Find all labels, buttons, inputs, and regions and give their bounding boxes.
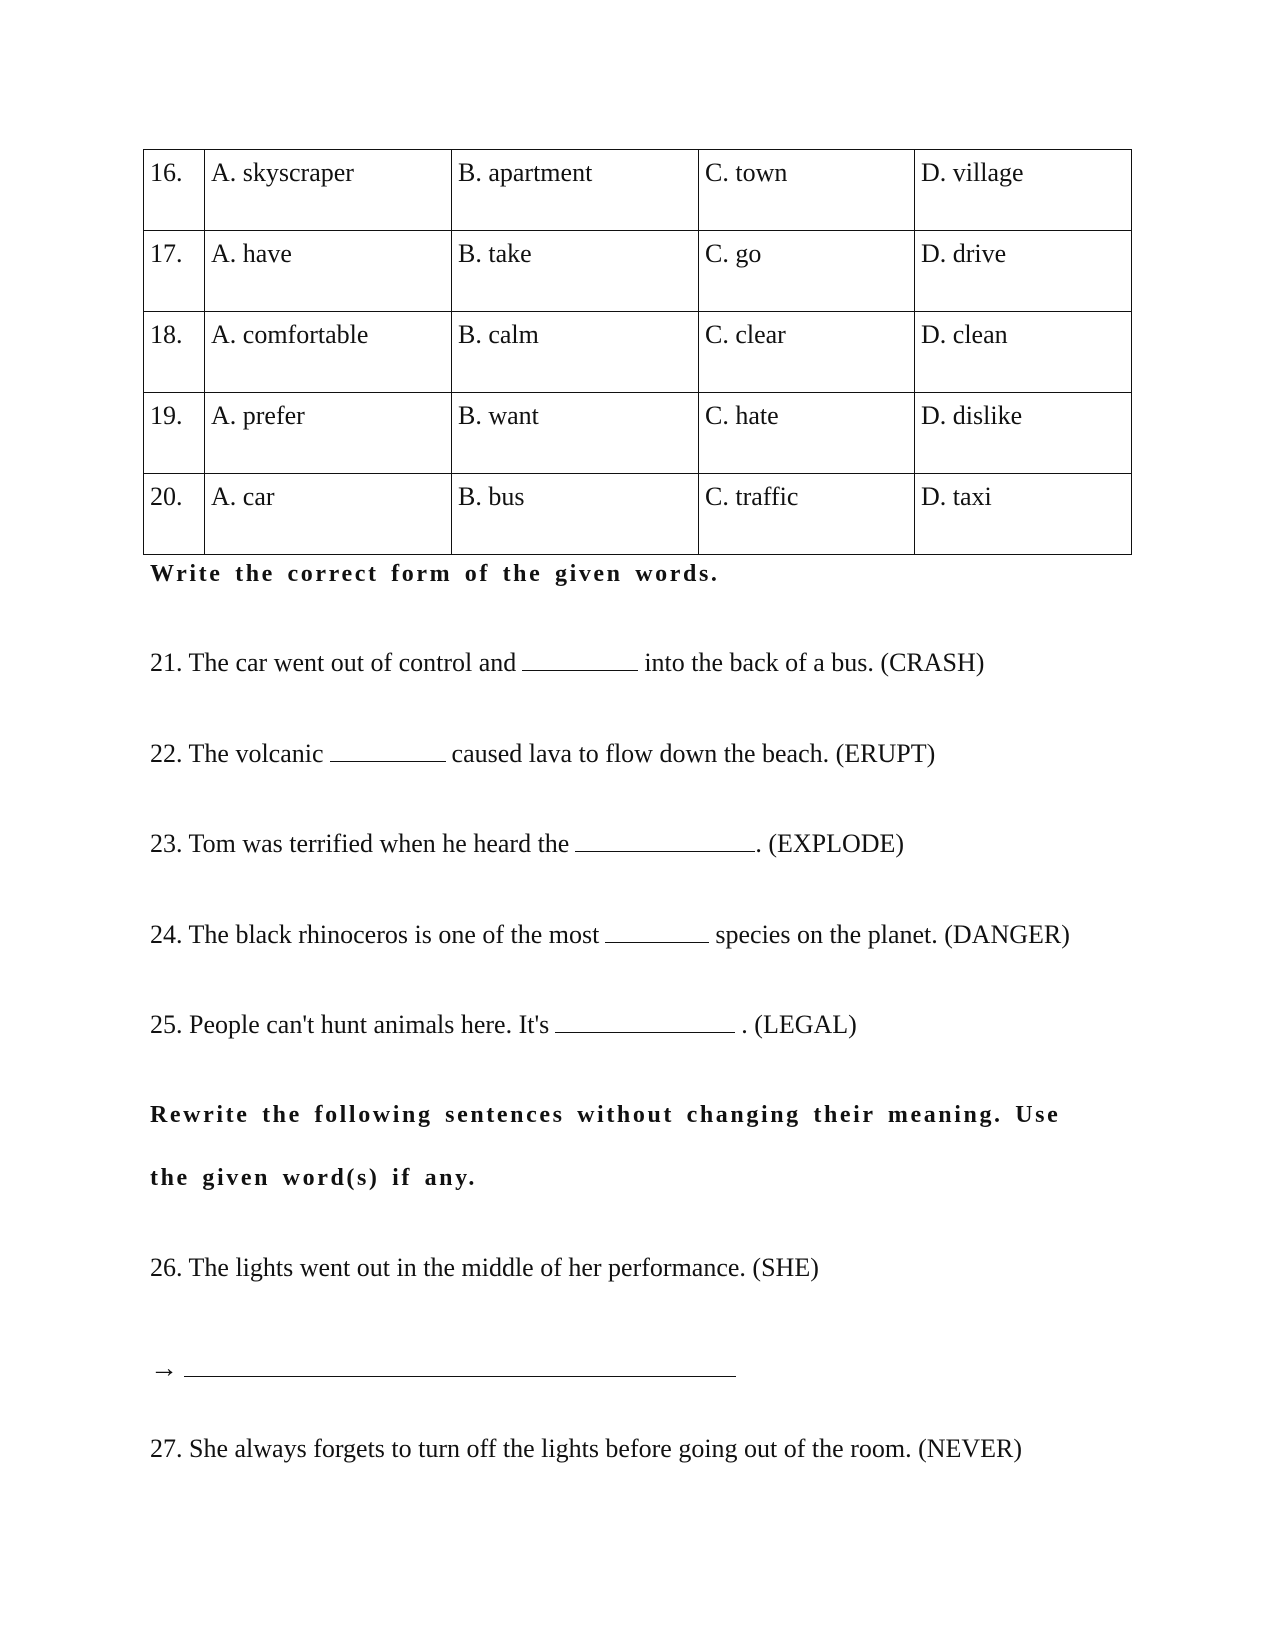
option-b: B. apartment	[452, 150, 699, 231]
answer-blank[interactable]	[575, 829, 755, 852]
option-c: C. traffic	[699, 474, 915, 555]
question-text: caused lava to flow down the beach. (ERUPT)	[451, 739, 936, 768]
table-row	[144, 312, 1132, 393]
question-24	[150, 920, 1070, 950]
answer-blank[interactable]	[522, 648, 638, 671]
option-d: D. dislike	[915, 393, 1132, 474]
answer-blank[interactable]	[330, 739, 446, 762]
option-d: D. drive	[915, 231, 1132, 312]
question-text: 22. The volcanic	[150, 739, 324, 768]
section-heading-rewrite-line1: Rewrite the following sentences without changing their meaning. Use	[150, 1102, 1061, 1128]
question-text: 25. People can't hunt animals here. It's	[150, 1010, 550, 1039]
option-a: A. comfortable	[205, 312, 452, 393]
answer-choices-table	[143, 149, 1132, 555]
question-text: 24. The black rhinoceros is one of the most	[150, 920, 600, 949]
answer-blank[interactable]	[605, 920, 709, 943]
section-heading-word-form: Write the correct form of the given words.	[150, 561, 720, 587]
question-number: 16.	[144, 150, 205, 231]
section-heading-rewrite-line2: the given word(s) if any.	[150, 1165, 477, 1191]
answer-blank[interactable]	[184, 1352, 736, 1377]
question-number: 18.	[144, 312, 205, 393]
option-b: B. bus	[452, 474, 699, 555]
question-22	[150, 739, 935, 769]
table-row	[144, 150, 1132, 231]
question-23	[150, 829, 904, 859]
question-text: . (EXPLODE)	[755, 829, 905, 858]
question-text: into the back of a bus. (CRASH)	[644, 648, 985, 677]
question-number: 19.	[144, 393, 205, 474]
table-row	[144, 393, 1132, 474]
answer-blank[interactable]	[555, 1010, 735, 1033]
option-b: B. calm	[452, 312, 699, 393]
question-text: . (LEGAL)	[741, 1010, 857, 1039]
option-d: D. village	[915, 150, 1132, 231]
question-26: 26. The lights went out in the middle of her performance. (SHE)	[150, 1253, 819, 1282]
option-a: A. have	[205, 231, 452, 312]
arrow-icon: →	[150, 1353, 178, 1384]
option-a: A. skyscraper	[205, 150, 452, 231]
option-b: B. want	[452, 393, 699, 474]
option-d: D. clean	[915, 312, 1132, 393]
question-text: 23. Tom was terrified when he heard the	[150, 829, 570, 858]
question-27: 27. She always forgets to turn off the lights before going out of the room. (NEVER)	[150, 1434, 1023, 1463]
question-text: species on the planet. (DANGER)	[715, 920, 1070, 949]
table-row	[144, 231, 1132, 312]
option-a: A. prefer	[205, 393, 452, 474]
question-number: 20.	[144, 474, 205, 555]
option-c: C. town	[699, 150, 915, 231]
question-text: 21. The car went out of control and	[150, 648, 517, 677]
option-c: C. go	[699, 231, 915, 312]
question-25	[150, 1010, 857, 1040]
question-21	[150, 648, 984, 678]
option-c: C. clear	[699, 312, 915, 393]
option-a: A. car	[205, 474, 452, 555]
answer-line-26	[150, 1352, 736, 1385]
question-number: 17.	[144, 231, 205, 312]
option-b: B. take	[452, 231, 699, 312]
option-c: C. hate	[699, 393, 915, 474]
table-row	[144, 474, 1132, 555]
option-d: D. taxi	[915, 474, 1132, 555]
